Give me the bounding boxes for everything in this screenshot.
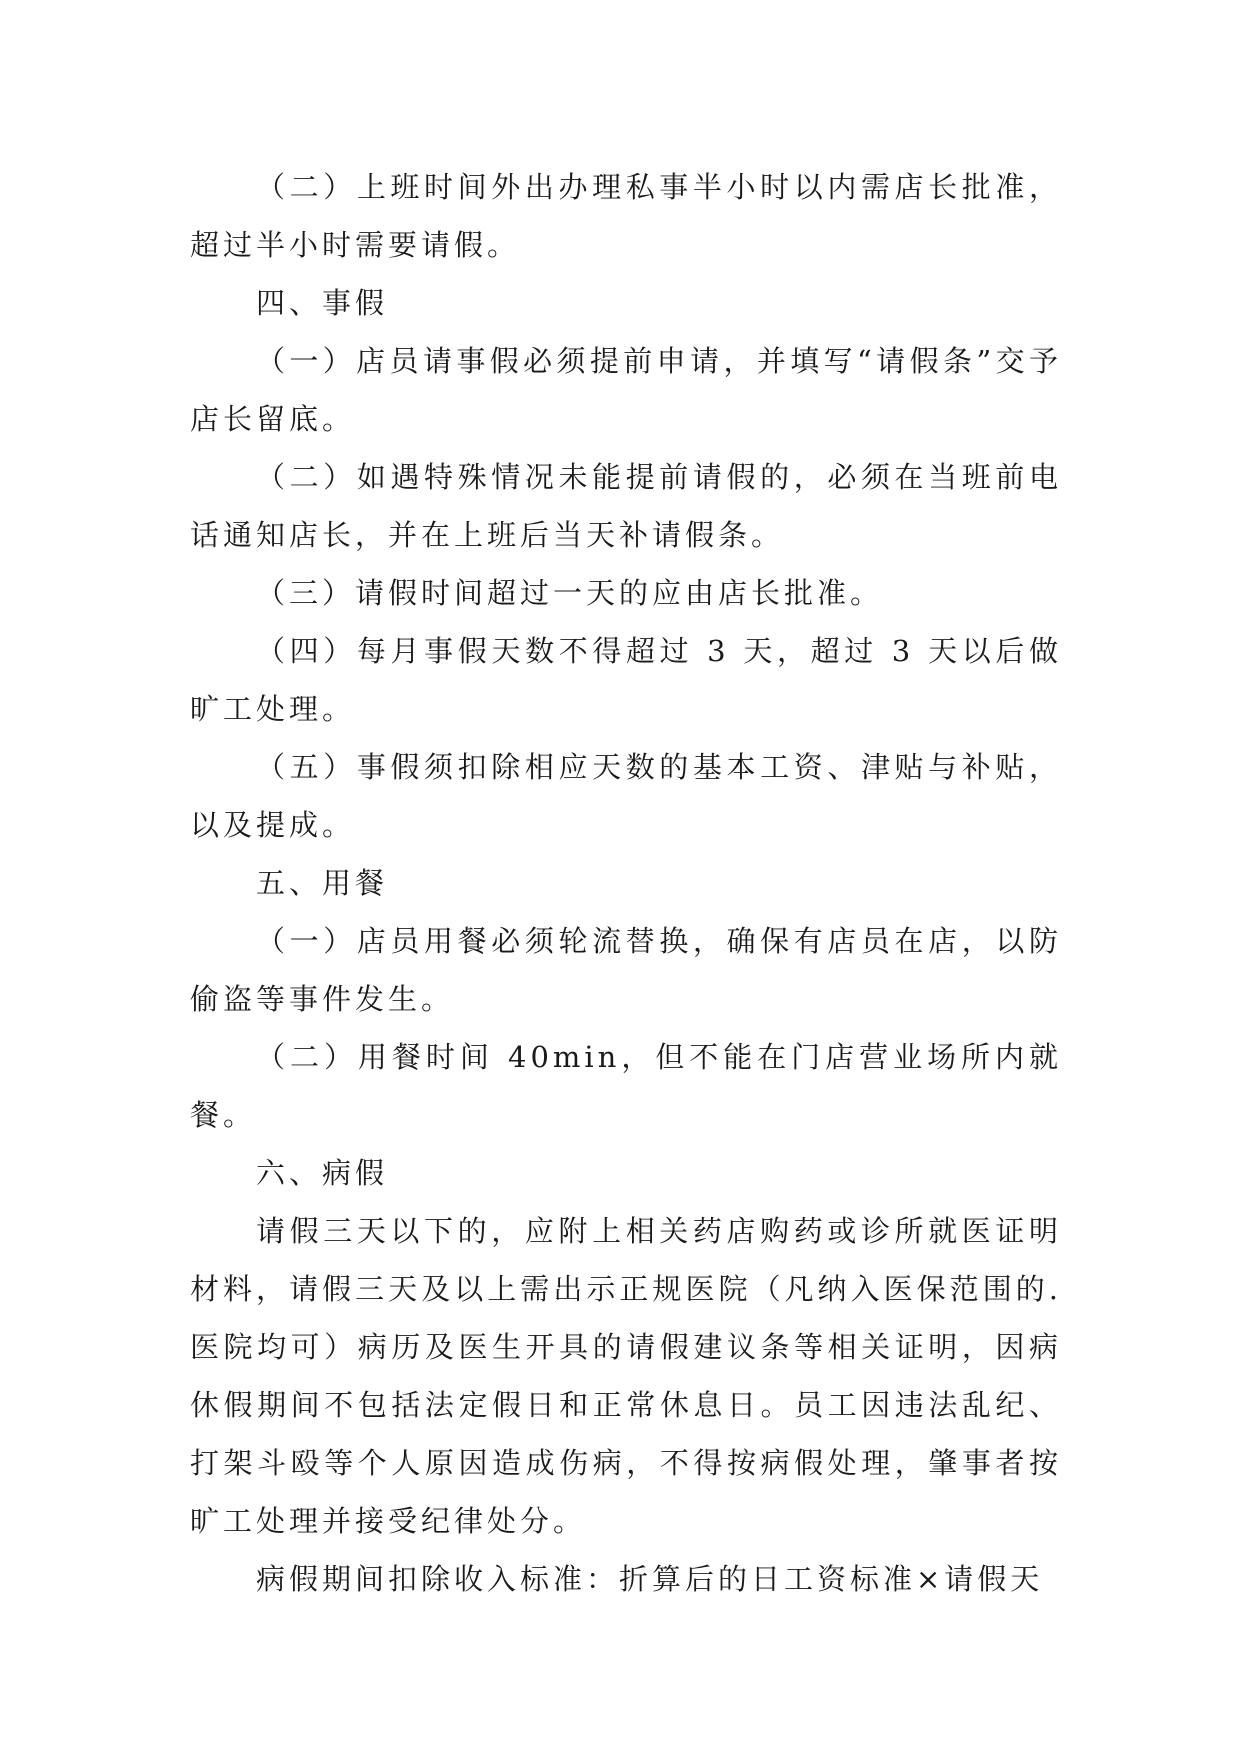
paragraph: （五）事假须扣除相应天数的基本工资、津贴与补贴，以及提成。	[190, 750, 1062, 842]
paragraph: （二）用餐时间 40min，但不能在门店营业场所内就餐。	[190, 1040, 1062, 1132]
paragraph: （三）请假时间超过一天的应由店长批准。	[256, 576, 884, 610]
paragraph: 病假期间扣除收入标准：折算后的日工资标准×请假天	[256, 1562, 1044, 1596]
paragraph: 请假三天以下的，应附上相关药店购药或诊所就医证明材料，请假三天及以上需出示正规医院（凡纳入医保范围的.医院均可）病历及医生开具的请假建议条等相关证明，因病休假期间不包括法定假日和正常休息日。员工因违法乱纪、打架斗殴等个人原因造成伤病，不得按病假处理，肇事者按旷工处理并接受纪律处分。	[190, 1214, 1062, 1538]
paragraph: （一）店员请事假必须提前申请，并填写“请假条”交予店长留底。	[190, 344, 1062, 436]
section-heading: 四、事假	[256, 286, 389, 320]
section-heading: 五、用餐	[256, 866, 389, 900]
paragraph: （二）上班时间外出办理私事半小时以内需店长批准，超过半小时需要请假。	[190, 170, 1062, 262]
paragraph: （一）店员用餐必须轮流替换，确保有店员在店，以防偷盗等事件发生。	[190, 924, 1062, 1016]
paragraph: （二）如遇特殊情况未能提前请假的，必须在当班前电话通知店长，并在上班后当天补请假条。	[190, 460, 1062, 552]
paragraph: （四）每月事假天数不得超过 3 天，超过 3 天以后做旷工处理。	[190, 634, 1062, 726]
section-heading: 六、病假	[256, 1156, 389, 1190]
document-body	[190, 158, 1062, 1608]
